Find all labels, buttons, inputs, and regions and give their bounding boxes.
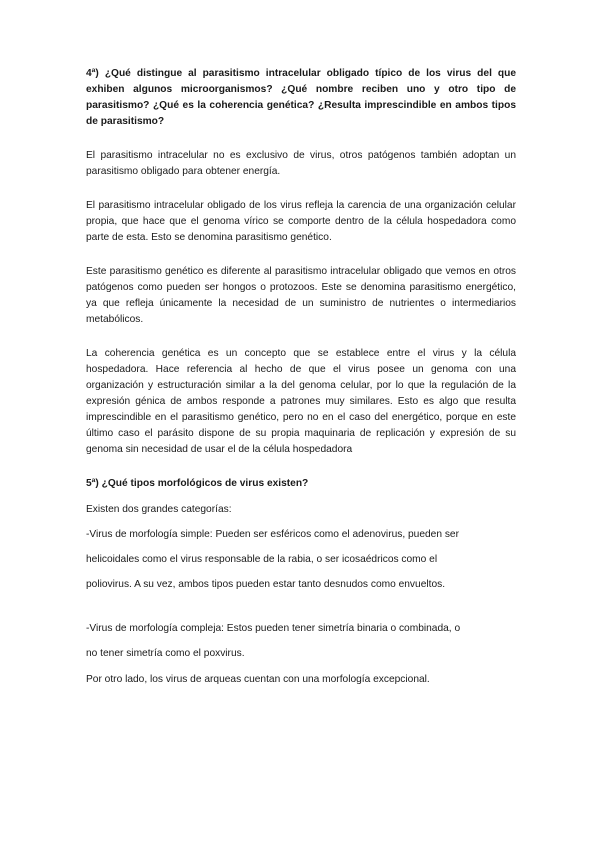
- q5-complex-line-1: -Virus de morfología compleja: Estos pueden tener simetría binaria o combinada, o: [86, 623, 461, 634]
- q4-paragraph-1: El parasitismo intracelular no es exclusivo de virus, otros patógenos también adoptan un parasitismo obligado para obtener energía.: [86, 150, 516, 177]
- question-4-heading: 4ª) ¿Qué distingue al parasitismo intracelular obligado típico de los virus del que exhiben algunos microorganismos? ¿Qué nombre reciben uno y otro tipo de parasitismo? ¿Qué es la coherencia genética? ¿Resulta imprescindible en ambos tipos de parasitismo?: [86, 68, 516, 127]
- q4-paragraph-4: La coherencia genética es un concepto que se establece entre el virus y la célula hospedadora. Hace referencia al hecho de que el virus posee un genoma con una organización y estructuración similar a la del genoma celular, por lo que la regulación de la expresión génica de ambos responde a patrones muy similares. Esto es algo que resulta imprescindible en el parasitismo genético, pero no en el caso del energético, porque en este último caso el parásito dispone de su propia maquinaria de replicación y expresión de su genoma sin necesidad de usar el de la célula hospedadora: [86, 348, 516, 455]
- q4-paragraph-2: El parasitismo intracelular obligado de los virus refleja la carencia de una organización celular propia, que hace que el genoma vírico se comporte dentro de la célula hospedadora como parte de esta. Esto se denomina parasitismo genético.: [86, 200, 516, 243]
- q5-simple-line-3: poliovirus. A su vez, ambos tipos pueden estar tanto desnudos como envueltos.: [86, 579, 446, 590]
- document-page: [86, 66, 516, 688]
- q4-paragraph-3: Este parasitismo genético es diferente al parasitismo intracelular obligado que vemos en otros patógenos como pueden ser hongos o protozoos. Este se denomina parasitismo energético, ya que refleja únicamente la necesidad de un suministro de nutrientes o intermediarios metabólicos.: [86, 266, 516, 325]
- q5-simple-line-2: helicoidales como el virus responsable de la rabia, o ser icosaédricos como el: [86, 554, 438, 565]
- question-5-heading: 5ª) ¿Qué tipos morfológicos de virus existen?: [86, 478, 309, 489]
- q5-complex-line-2: no tener simetría como el poxvirus.: [86, 648, 245, 659]
- q5-simple-line-1: -Virus de morfología simple: Pueden ser esféricos como el adenovirus, pueden ser: [86, 529, 459, 540]
- q5-intro: Existen dos grandes categorías:: [86, 504, 232, 515]
- q5-other-line: Por otro lado, los virus de arqueas cuentan con una morfología excepcional.: [86, 674, 430, 685]
